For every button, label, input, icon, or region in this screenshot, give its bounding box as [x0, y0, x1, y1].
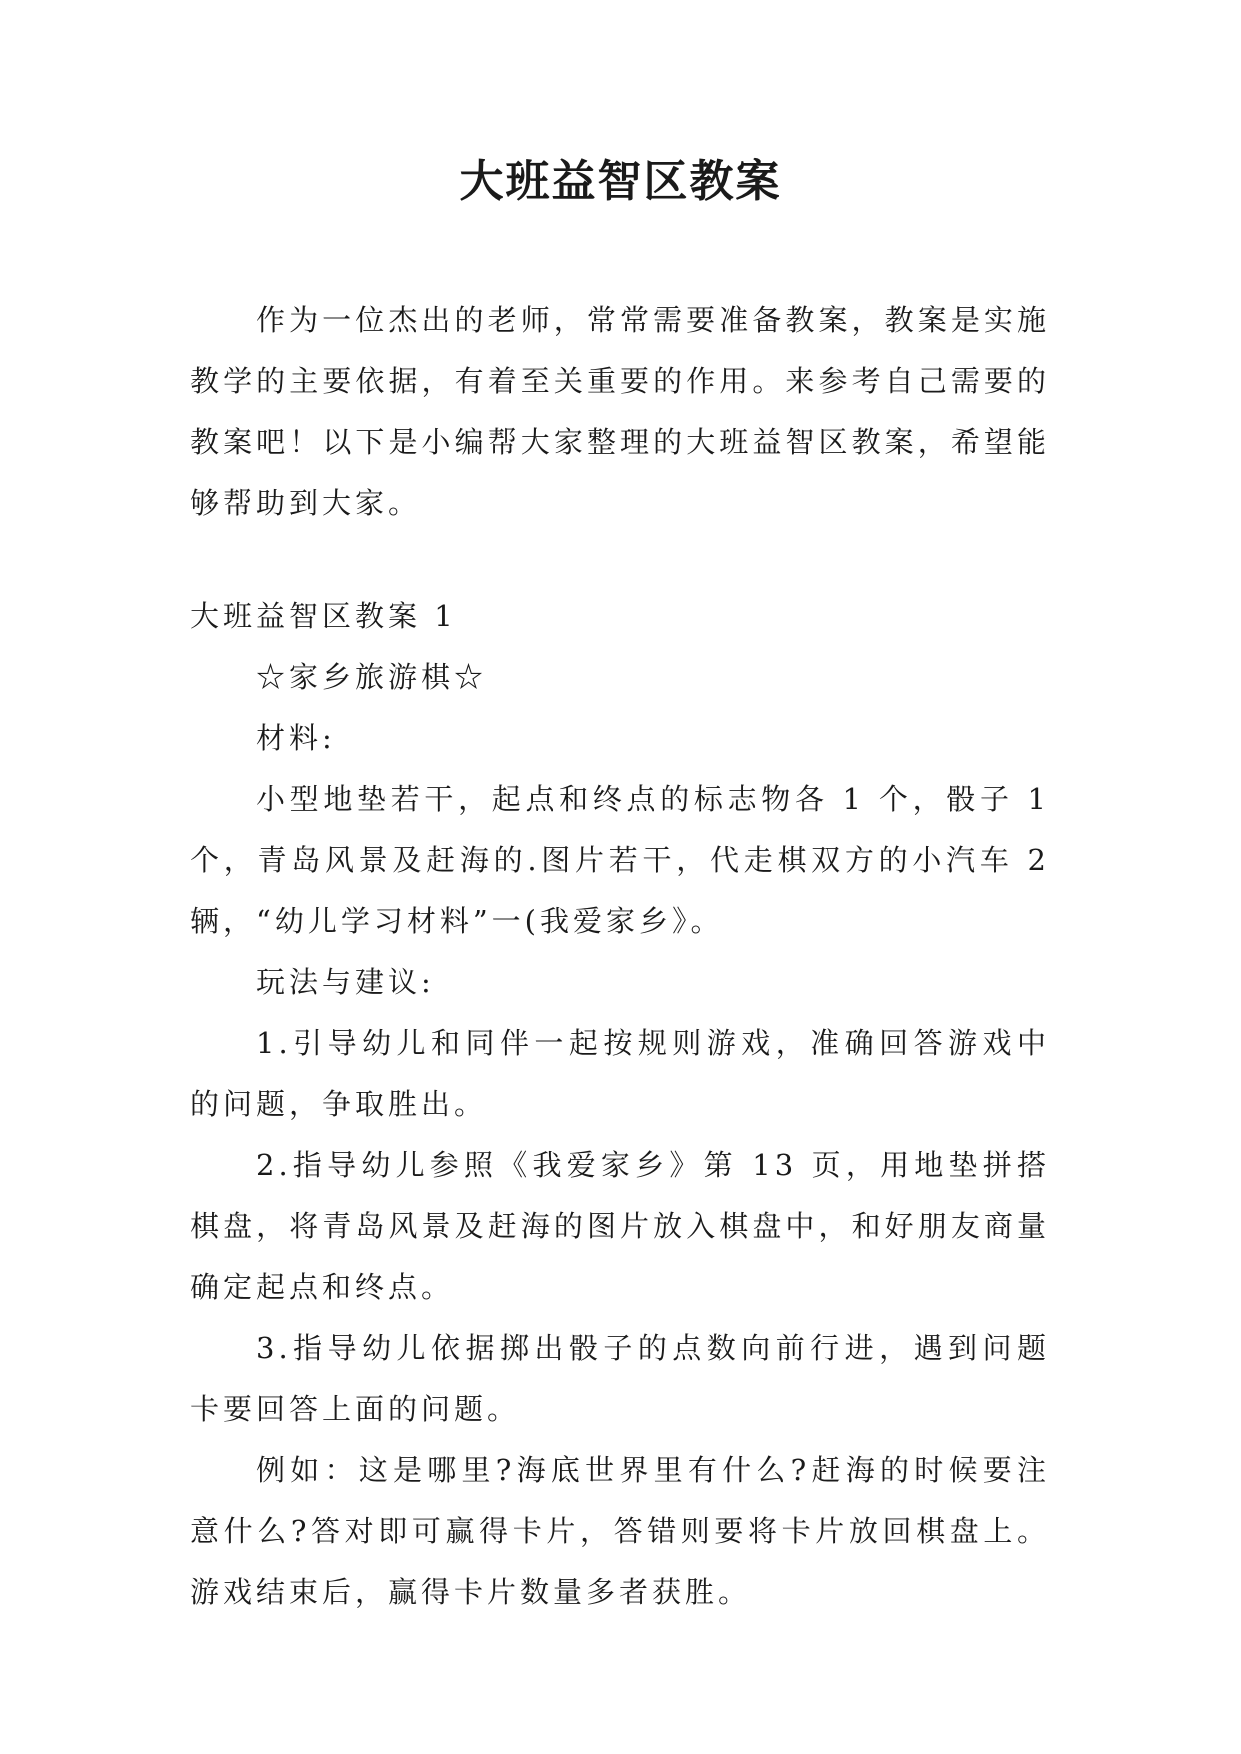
section-spacer — [190, 534, 1050, 586]
example-paragraph: 例如：这是哪里?海底世界里有什么?赶海的时候要注意什么?答对即可赢得卡片，答错则要将卡片放回棋盘上。游戏结束后，赢得卡片数量多者获胜。 — [190, 1453, 1050, 1609]
step-paragraph-3: 3.指导幼儿依据掷出骰子的点数向前行进，遇到问题卡要回答上面的问题。 — [190, 1331, 1050, 1426]
section-heading: 大班益智区教案 1 — [190, 599, 457, 633]
document-title: 大班益智区教案 — [459, 156, 782, 207]
game-name: ☆家乡旅游棋☆ — [256, 660, 488, 694]
play-label: 玩法与建议: — [256, 965, 435, 999]
materials-label: 材料: — [256, 721, 336, 755]
step-paragraph-1: 1.引导幼儿和同伴一起按规则游戏，准确回答游戏中的问题，争取胜出。 — [190, 1026, 1050, 1121]
document-body — [190, 290, 1050, 1623]
step-paragraph-2: 2.指导幼儿参照《我爱家乡》第 13 页，用地垫拼搭棋盘，将青岛风景及赶海的图片放入棋盘中，和好朋友商量确定起点和终点。 — [190, 1148, 1050, 1304]
materials-paragraph: 小型地垫若干，起点和终点的标志物各 1 个，骰子 1 个，青岛风景及赶海的.图片若干，代走棋双方的小汽车 2 辆，“幼儿学习材料”一(我爱家乡》。 — [190, 782, 1050, 938]
intro-paragraph: 作为一位杰出的老师，常常需要准备教案，教案是实施教学的主要依据，有着至关重要的作用。来参考自己需要的教案吧！以下是小编帮大家整理的大班益智区教案，希望能够帮助到大家。 — [190, 303, 1050, 520]
